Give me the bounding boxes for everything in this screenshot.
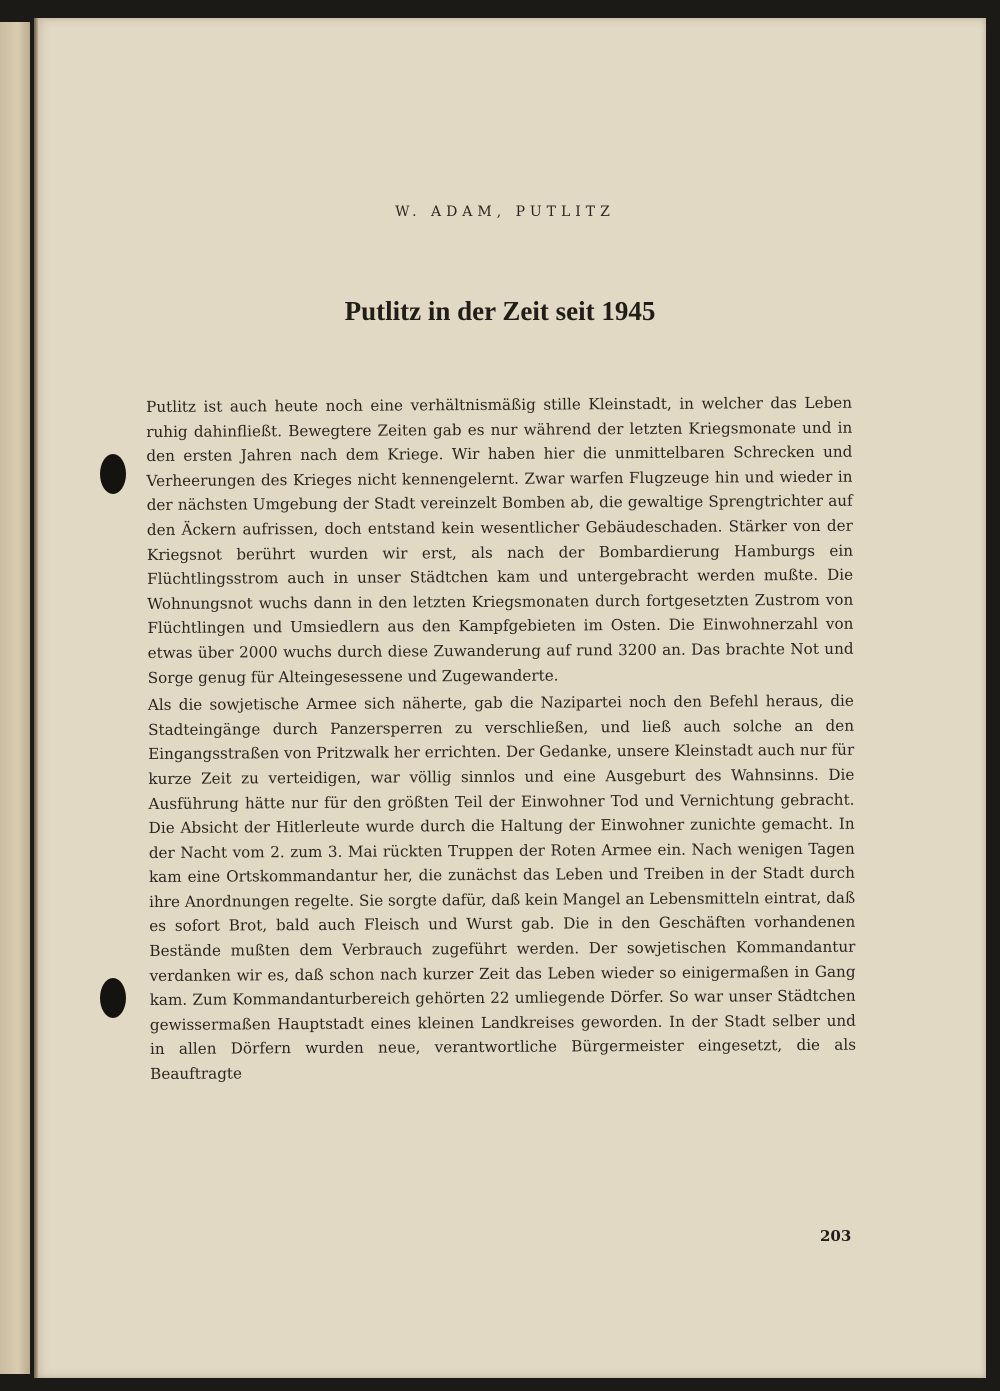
article-title: Putlitz in der Zeit seit 1945	[344, 296, 656, 326]
paragraph: Als die sowjetische Armee sich näherte, gab die Nazipartei noch den Befehl heraus, die Stadteingänge durch Panzersperren zu verschließen, und ließ auch solche an den Eingangsstraßen von Pritzwalk her errichten. Der Gedanke, unsere Kleinstadt auch nur für kurze Zeit zu verteidigen, war völlig sinnlos und eine Ausgeburt des Wahnsinns. Die Ausführung hätte nur für den größten Teil der Einwohner Tod und Vernichtung gebracht. Die Absicht der Hitlerleute wurde durch die Haltung der Einwohner zunichte gemacht. In der Nacht vom 2. zum 3. Mai rückten Truppen der Roten Armee ein. Nach wenigen Tagen kam eine Ortskommandantur her, die zunächst das Leben und Treiben in der Stadt durch ihre Anordnungen regelte. Sie sorgte dafür, daß kein Mangel an Lebensmitteln eintrat, daß es sofort Brot, bald auch Fleisch und Wurst gab. Die in den Geschäften vorhandenen Bestände mußten dem Verbrauch zugeführt werden. Der sowjetischen Kommandantur verdanken wir es, daß schon nach kurzer Zeit das Leben wieder so einigermaßen in Gang kam. Zum Kommandanturbereich gehörten 22 umliegende Dörfer. So war unser Städtchen gewissermaßen Hauptstadt eines kleinen Landkreises geworden. In der Stadt selber und in allen Dörfern wurden neue, verantwortliche Bürgermeister eingesetzt, die als Beauftragte	[147, 691, 857, 1084]
page-number: 203	[820, 1227, 852, 1245]
running-header: W. ADAM, PUTLITZ	[395, 204, 615, 220]
punch-hole	[100, 454, 126, 494]
paragraph: Putlitz ist auch heute noch eine verhältnismäßig stille Kleinstadt, in welcher das Leben ruhig dahinfließt. Bewegtere Zeiten gab es nur während der letzten Kriegsmonate und in den ersten Jahren nach dem Kriege. Wir haben hier die unmittelbaren Schrecken und Verheerungen des Krieges nicht kennengelernt. Zwar warfen Flugzeuge hin und wieder in der nächsten Umgebung der Stadt vereinzelt Bomben ab, die gewaltige Sprengtrichter auf den Äckern aufrissen, doch entstand kein wesentlicher Gebäudeschaden. Stärker von der Kriegsnot berührt wurden wir erst, als nach der Bombardierung Hamburgs ein Flüchtlingsstrom auch in unser Städtchen kam und untergebracht werden mußte. Die Wohnungsnot wuchs dann in den letzten Kriegsmonaten durch fortgesetzten Zustrom von Flüchtlingen und Umsiedlern aus den Kampfgebieten im Osten. Die Einwohnerzahl von etwas über 2000 wuchs durch diese Zuwanderung auf rund 3200 an. Das brachte Not und Sorge genug für Alteingesessene und Zugewanderte.	[146, 393, 854, 687]
article-body	[146, 391, 856, 1090]
punch-hole	[100, 978, 126, 1018]
book-spine	[34, 18, 38, 1378]
facing-page-edge	[0, 22, 30, 1374]
